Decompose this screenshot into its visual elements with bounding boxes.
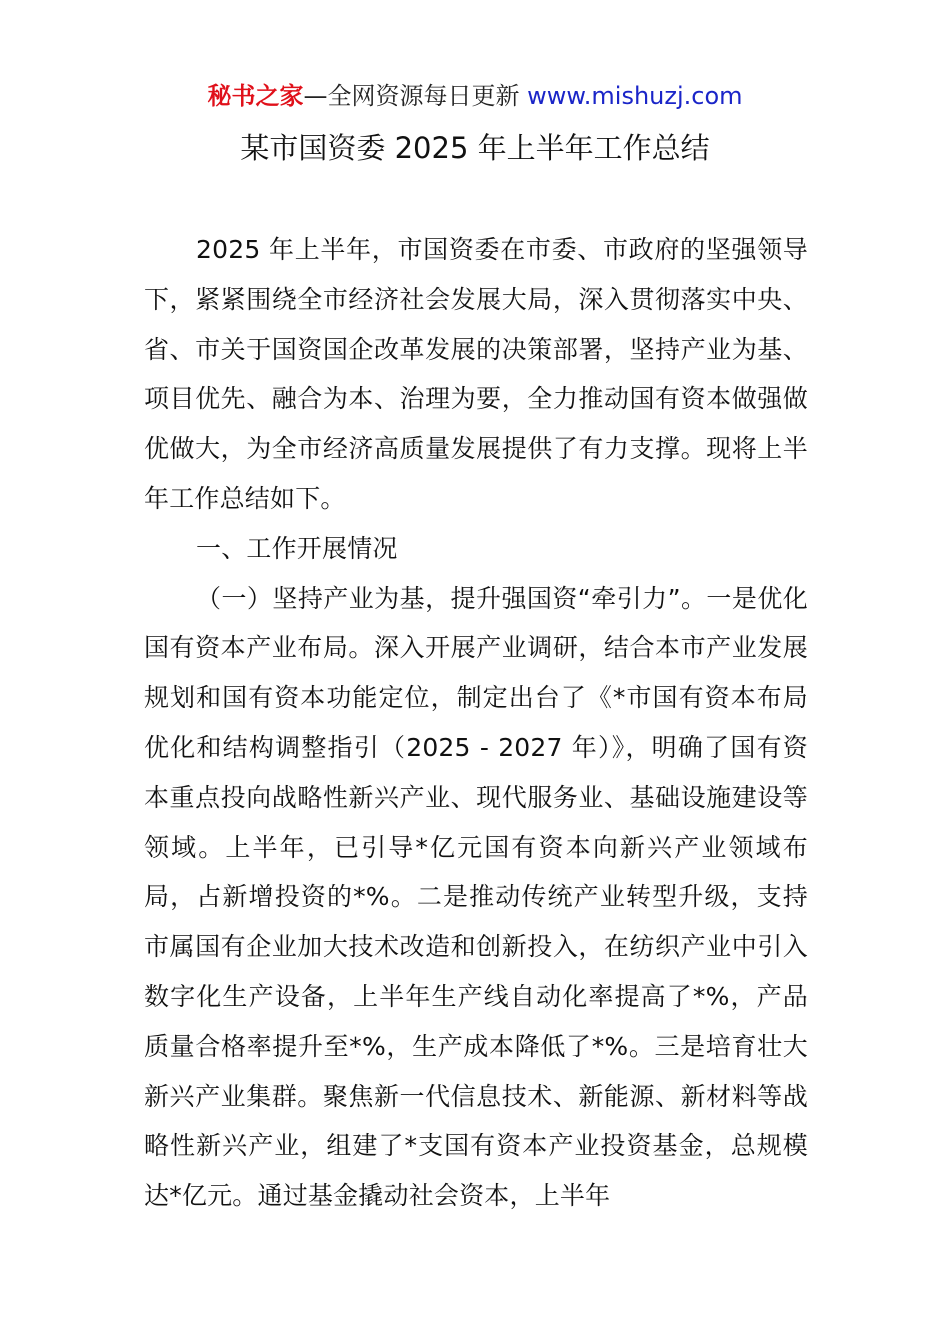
site-url-link[interactable]: www.mishuzj.com: [527, 82, 743, 110]
site-brand: 秘书之家: [207, 82, 304, 110]
site-header: [0, 80, 950, 112]
subsection-paragraph: （一）坚持产业为基，提升强国资“牵引力”。一是优化国有资本产业布局。深入开展产业调研，结合本市产业发展规划和国有资本功能定位，制定出台了《*市国有资本布局优化和结构调整指引（2025 - 2027 年）》，明确了国有资本重点投向战略性新兴产业、现代服务业、基础设施建设等领域。上半年，已引导*亿元国有资本向新兴产业领域布局，占新增投资的*%。二是推动传统产业转型升级，支持市属国有企业加大技术改造和创新投入，在纺织产业中引入数字化生产设备，上半年生产线自动化率提高了*%，产品质量合格率提升至*%，生产成本降低了*%。三是培育壮大新兴产业集群。聚焦新一代信息技术、新能源、新材料等战略性新兴产业，组建了*支国有资本产业投资基金，总规模达*亿元。通过基金撬动社会资本，上半年: [144, 583, 808, 1211]
document-body: [144, 225, 808, 1221]
document-title: 某市国资委 2025 年上半年工作总结: [240, 131, 710, 165]
section-heading: 一、工作开展情况: [196, 533, 398, 563]
site-slogan: —全网资源每日更新: [303, 82, 520, 110]
intro-paragraph: 2025 年上半年，市国资委在市委、市政府的坚强领导下，紧紧围绕全市经济社会发展大局，深入贯彻落实中央、省、市关于国资国企改革发展的决策部署，坚持产业为基、项目优先、融合为本、治理为要，全力推动国有资本做强做优做大，为全市经济高质量发展提供了有力支撑。现将上半年工作总结如下。: [144, 235, 808, 513]
